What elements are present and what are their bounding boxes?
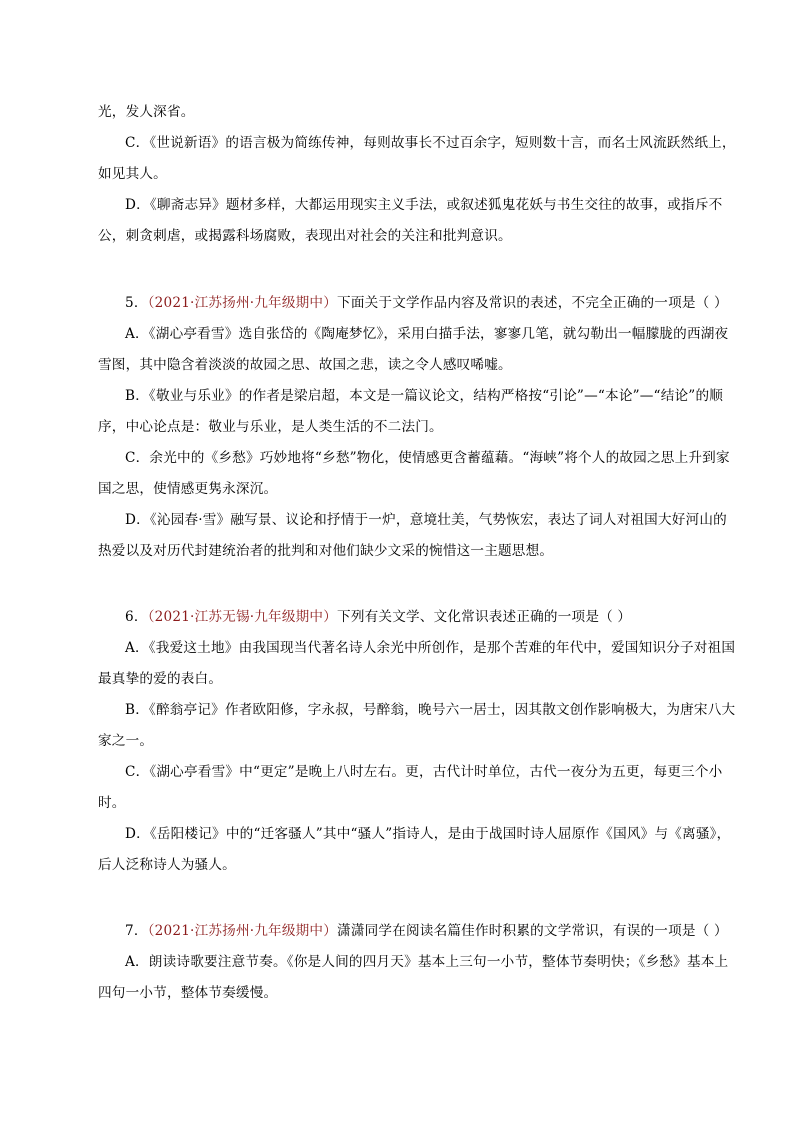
option-d: D．《沁园春·雪》融写景、议论和抒情于一炉，意境壮美，气势恢宏，表达了词人对祖国大好河山的 bbox=[125, 512, 727, 528]
text-line: 最真挚的爱的表白。 bbox=[98, 671, 223, 687]
text-line: 国之思，使情感更隽永深沉。 bbox=[98, 481, 278, 497]
question-number: 6． bbox=[125, 609, 148, 625]
question-number: 5． bbox=[125, 295, 148, 311]
option-a: A．《湖心亭看雪》选自张岱的《陶庵梦忆》，采用白描手法，寥寥几笔，就勾勒出一幅朦胧的西湖夜 bbox=[125, 326, 729, 342]
option-b: B．《醉翁亭记》作者欧阳修，字永叔，号醉翁，晚号六一居士，因其散文创作影响极大，为唐宋八大 bbox=[125, 702, 736, 718]
text-line: 序，中心论点是：敬业与乐业，是人类生活的不二法门。 bbox=[98, 419, 443, 435]
text-line: 如见其人。 bbox=[98, 166, 167, 182]
option-a: A．《我爱这土地》由我国现当代著名诗人余光中所创作，是那个苦难的年代中，爱国知识分子对祖国 bbox=[125, 640, 736, 656]
question-text: 潇潇同学在阅读名篇佳作时积累的文学常识，有误的一项是（ ） bbox=[337, 923, 728, 939]
question-source: （2021·江苏扬州·九年级期中） bbox=[147, 923, 338, 939]
text-line: 雪图，其中隐含着淡淡的故园之思、故国之悲，读之令人感叹唏嘘。 bbox=[98, 357, 512, 373]
text-line: 后人泛称诗人为骚人。 bbox=[98, 857, 236, 873]
option-d: D．《岳阳楼记》中的“迁客骚人”其中“骚人”指诗人，是由于战国时诗人屈原作《国风》与《离骚》， bbox=[125, 826, 731, 842]
question-7-stem bbox=[125, 922, 728, 940]
text-line: 四句一小节，整体节奏缓慢。 bbox=[98, 985, 278, 1001]
question-text: 下面关于文学作品内容及常识的表述，不完全正确的一项是（ ） bbox=[337, 295, 728, 311]
option-b: B．《敬业与乐业》的作者是梁启超，本文是一篇议论文，结构严格按“引论”—“本论”—“结论”的顺 bbox=[125, 388, 724, 404]
question-source: （2021·江苏扬州·九年级期中） bbox=[147, 295, 338, 311]
option-c: C．《湖心亭看雪》中“更定”是晚上八时左右。更，古代计时单位，古代一夜分为五更，每更三个小 bbox=[125, 764, 723, 780]
text-line: 光，发人深省。 bbox=[98, 104, 195, 120]
question-text: 下列有关文学、文化常识表述正确的一项是（ ） bbox=[337, 609, 632, 625]
text-line: 公，刺贪刺虐，或揭露科场腐败，表现出对社会的关注和批判意识。 bbox=[98, 228, 512, 244]
option-d: D．《聊斋志异》题材多样，大都运用现实主义手法，或叙述狐鬼花妖与书生交往的故事，或指斥不 bbox=[125, 197, 723, 213]
question-source: （2021·江苏无锡·九年级期中） bbox=[147, 609, 338, 625]
text-line: 时。 bbox=[98, 795, 126, 811]
text-line: 热爱以及对历代封建统治者的批判和对他们缺少文采的惋惜这一主题思想。 bbox=[98, 543, 554, 559]
option-a: A．朗读诗歌要注意节奏。《你是人间的四月天》基本上三句一小节，整体节奏明快；《乡愁》基本上 bbox=[125, 954, 729, 970]
text-line: 家之一。 bbox=[98, 733, 154, 749]
question-5-stem bbox=[125, 294, 728, 312]
question-6-stem bbox=[125, 608, 631, 626]
question-number: 7． bbox=[125, 923, 148, 939]
option-c: C．余光中的《乡愁》巧妙地将“乡愁”物化，使情感更含蓄蕴藉。“海峡”将个人的故园之思上升到家 bbox=[125, 450, 730, 466]
option-c: C．《世说新语》的语言极为简练传神，每则故事长不过百余字，短则数十言，而名士风流跃然纸上， bbox=[125, 135, 736, 151]
